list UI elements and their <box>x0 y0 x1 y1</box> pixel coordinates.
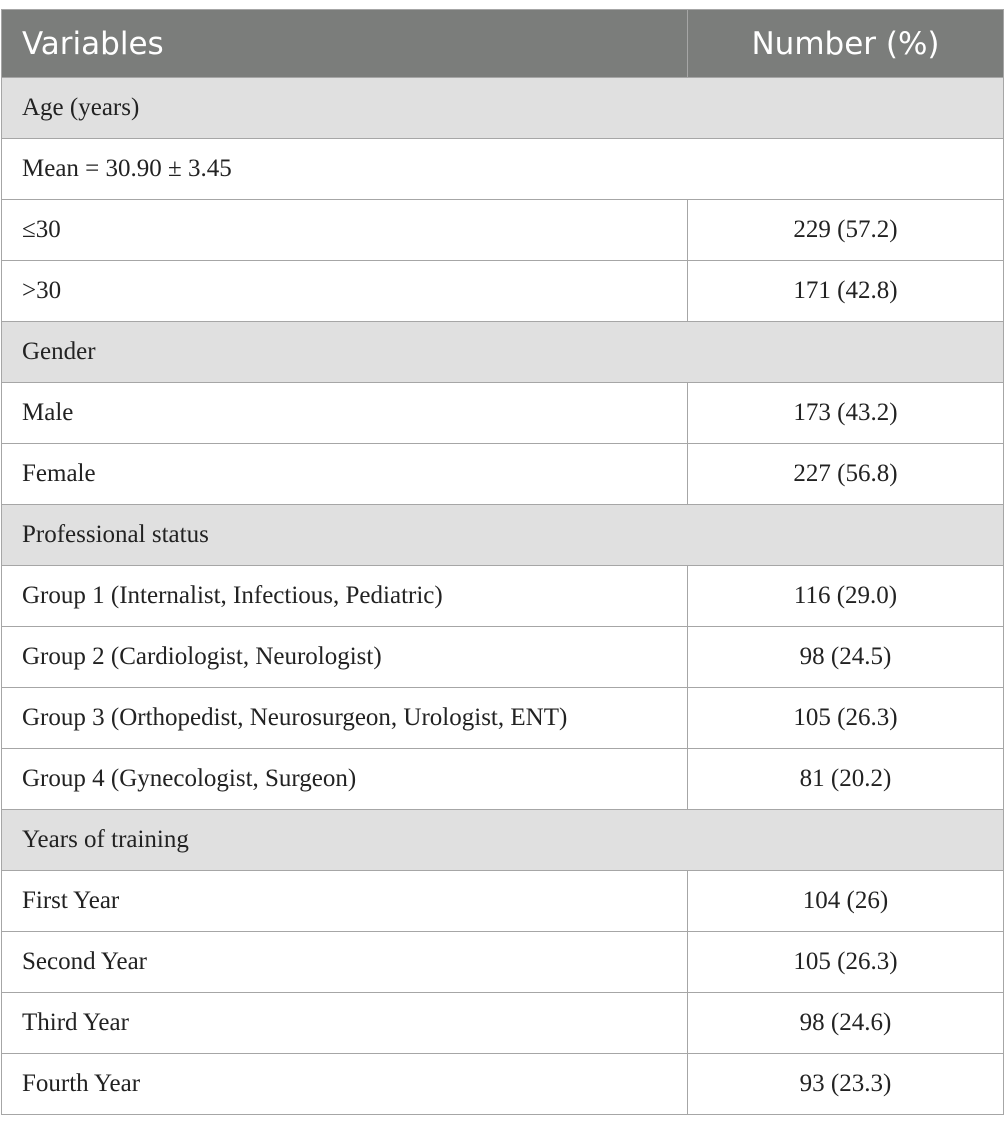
row-value: 98 (24.6) <box>688 993 1004 1054</box>
table-row <box>2 444 1004 505</box>
row-label: Fourth Year <box>2 1054 688 1115</box>
section-title-age: Age (years) <box>2 78 1004 139</box>
row-label: Group 4 (Gynecologist, Surgeon) <box>2 749 688 810</box>
table-row <box>2 688 1004 749</box>
table-row <box>2 200 1004 261</box>
row-label: Female <box>2 444 688 505</box>
header-row <box>2 10 1004 78</box>
demographics-table-container <box>1 9 1003 1115</box>
row-label: First Year <box>2 871 688 932</box>
row-label: Male <box>2 383 688 444</box>
table-row <box>2 871 1004 932</box>
row-value: 116 (29.0) <box>688 566 1004 627</box>
row-value: 105 (26.3) <box>688 688 1004 749</box>
section-title-professional-status: Professional status <box>2 505 1004 566</box>
row-value: 104 (26) <box>688 871 1004 932</box>
section-row-gender <box>2 322 1004 383</box>
row-value: 173 (43.2) <box>688 383 1004 444</box>
row-value: 227 (56.8) <box>688 444 1004 505</box>
table-header <box>2 10 1004 78</box>
row-label: Third Year <box>2 993 688 1054</box>
row-value: 93 (23.3) <box>688 1054 1004 1115</box>
section-title-gender: Gender <box>2 322 1004 383</box>
section-row-years-of-training <box>2 810 1004 871</box>
table-row <box>2 566 1004 627</box>
table-row <box>2 261 1004 322</box>
row-value: 229 (57.2) <box>688 200 1004 261</box>
table-row <box>2 932 1004 993</box>
table-row <box>2 627 1004 688</box>
row-label: Group 2 (Cardiologist, Neurologist) <box>2 627 688 688</box>
row-value: 105 (26.3) <box>688 932 1004 993</box>
section-row-age <box>2 78 1004 139</box>
header-number: Number (%) <box>688 10 1004 78</box>
row-value: 98 (24.5) <box>688 627 1004 688</box>
table-body <box>2 78 1004 1115</box>
row-label: Group 3 (Orthopedist, Neurosurgeon, Urologist, ENT) <box>2 688 688 749</box>
demographics-table <box>1 9 1004 1115</box>
row-value: 81 (20.2) <box>688 749 1004 810</box>
table-row <box>2 749 1004 810</box>
row-label: Second Year <box>2 932 688 993</box>
row-label: >30 <box>2 261 688 322</box>
table-row-mean <box>2 139 1004 200</box>
table-row <box>2 383 1004 444</box>
header-variables: Variables <box>2 10 688 78</box>
section-row-professional-status <box>2 505 1004 566</box>
age-mean: Mean = 30.90 ± 3.45 <box>2 139 1004 200</box>
table-row <box>2 993 1004 1054</box>
row-value: 171 (42.8) <box>688 261 1004 322</box>
table-row <box>2 1054 1004 1115</box>
row-label: ≤30 <box>2 200 688 261</box>
section-title-years-of-training: Years of training <box>2 810 1004 871</box>
row-label: Group 1 (Internalist, Infectious, Pediatric) <box>2 566 688 627</box>
